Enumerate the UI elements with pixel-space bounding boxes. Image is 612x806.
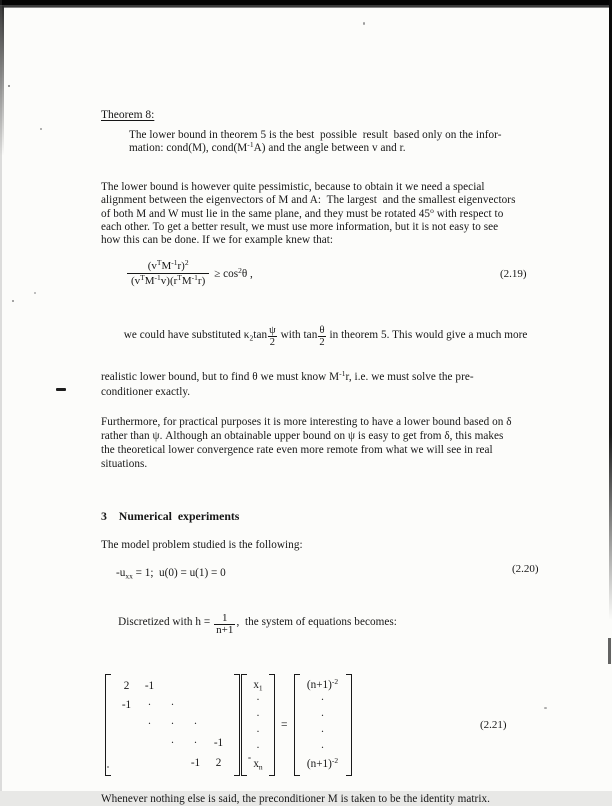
paragraph-line: the theoretical lower convergence rate even more remote from what we will see in real — [101, 444, 493, 457]
theorem-line: The lower bound in theorem 5 is the best possible result based only on the infor- — [129, 129, 502, 141]
matrix-row — [115, 736, 230, 751]
paragraph-line: each other. To get a better result, we must use more information, but it is not easy to see — [101, 221, 499, 234]
paragraph-line: situations. — [101, 458, 148, 471]
scan-speckle — [40, 128, 42, 130]
matrix-cell: · — [193, 718, 198, 731]
text-piece: with tan — [277, 328, 318, 341]
equation-number-2-19: (2.19) — [500, 267, 527, 280]
inline-fraction-theta-over-2 — [318, 325, 325, 348]
matrix-cell: -1 — [213, 737, 224, 750]
vector-cell: · — [320, 726, 325, 739]
vector-grid — [302, 677, 344, 773]
paragraph-lower-bound — [101, 181, 561, 248]
paragraph-line: alignment between the eigenvectors of M and A: The largest and the smallest eigenvectors — [101, 194, 516, 207]
fraction-numerator: θ — [319, 324, 325, 336]
matrix-cell: -1 — [190, 756, 201, 769]
discretized-line — [101, 586, 561, 661]
vector-cell: $x_n$ — [253, 757, 263, 772]
matrix-cell — [207, 698, 230, 713]
fraction-denominator: 2 — [319, 336, 325, 348]
coefficient-matrix — [105, 674, 240, 776]
equals-sign: = — [281, 718, 288, 731]
vector-cell: · — [256, 726, 260, 739]
matrix-cell — [138, 736, 161, 751]
unknown-vector — [241, 674, 275, 776]
scan-speckle — [8, 85, 10, 87]
fraction-numerator: 1 — [221, 611, 228, 624]
matrix-row — [115, 756, 230, 771]
text-piece: in theorem 5. This would give a much more — [326, 328, 528, 341]
matrix-row — [115, 698, 230, 713]
matrix-cell — [115, 736, 138, 751]
equation-2-20 — [101, 563, 561, 581]
equation-body: $-u_{xx} = 1$; u(0) = u(1) = 0 — [116, 567, 226, 581]
paragraph-line: conditioner exactly. — [101, 385, 191, 398]
matrix-cell: · — [193, 737, 198, 750]
paragraph-substitution — [101, 302, 561, 400]
theorem-heading-label: Theorem 8: — [101, 109, 155, 121]
matrix-cell — [138, 756, 161, 771]
vector-cell: $(n+1)^{-2}$ — [306, 676, 339, 691]
rhs-vector — [294, 674, 352, 776]
paragraph-line — [101, 302, 561, 370]
matrix-cell — [184, 698, 207, 713]
matrix-cell — [184, 679, 207, 694]
matrix-cell: · — [147, 698, 152, 711]
matrix-cell — [207, 679, 230, 694]
text-piece: we could have substituted $\kappa_2\tan$ — [123, 328, 268, 343]
equation-rhs: ≥ $\cos^2\theta$ , — [214, 265, 253, 280]
theorem-body — [129, 129, 561, 156]
vector-cell: · — [256, 741, 260, 754]
paragraph-line: The lower bound is however quite pessimistic, because to obtain it we need a special — [101, 180, 485, 193]
fraction-2-19 — [127, 260, 209, 287]
scan-edge-right-fragment — [608, 638, 611, 664]
matrix-cell: · — [170, 718, 175, 731]
fraction-numerator: $(v^TM^{-1}r)^2$ — [147, 258, 189, 273]
matrix-cell: · — [170, 698, 175, 711]
fraction-numerator: ψ — [269, 324, 276, 336]
inline-fraction-psi-over-2 — [268, 325, 277, 348]
closing-line: Whenever nothing else is said, the preconditioner M is taken to be the identity matrix. — [101, 792, 490, 805]
paragraph-line: realistic lower bound, but to find θ we must know $M^{-1}r$, i.e. we must solve the pre- — [101, 368, 474, 383]
paragraph-line: Furthermore, for practical purposes it is more interesting to have a lower bound based on δ — [101, 415, 512, 428]
matrix-cell — [161, 679, 184, 694]
equation-number-2-21: (2.21) — [480, 718, 507, 731]
fraction-denominator: $(v^TM^{-1}v)(r^TM^{-1}r)$ — [127, 273, 209, 287]
matrix-cell: 2 — [215, 756, 222, 769]
vector-cell: · — [256, 694, 260, 707]
scan-speckle — [12, 300, 14, 302]
matrix-cell: · — [170, 737, 175, 750]
vector-cell: $(n+1)^{-2}$ — [306, 755, 339, 770]
matrix-grid — [113, 677, 232, 773]
paragraph-line: of both M and W must lie in the same plane, and they must be rotated 45$^o$ with respect to — [101, 205, 504, 220]
vector-cell: · — [320, 694, 325, 707]
paragraph-line: how this can be done. If we for example knew that: — [101, 234, 334, 247]
matrix-cell — [115, 756, 138, 771]
matrix-cell: -1 — [144, 679, 155, 692]
equation-2-19 — [101, 256, 561, 292]
vector-cell: · — [320, 741, 325, 754]
equation-2-21 — [101, 674, 561, 776]
theorem-heading — [101, 109, 561, 121]
vector-cell: · — [256, 710, 260, 723]
text-piece: Discretized with h = — [118, 616, 214, 629]
matrix-row — [115, 717, 230, 732]
section-heading: 3 Numerical experiments — [101, 508, 240, 523]
scan-speckle — [34, 292, 36, 294]
text-piece: , the system of equations becomes: — [236, 616, 397, 629]
matrix-row — [115, 679, 230, 694]
matrix-cell — [207, 717, 230, 732]
matrix-cell: 2 — [123, 679, 130, 692]
matrix-cell — [161, 756, 184, 771]
matrix-cell: -1 — [121, 698, 132, 711]
scan-edge-left-faint — [0, 0, 2, 791]
vector-grid — [249, 677, 267, 773]
equation-number-2-20: (2.20) — [512, 563, 539, 576]
matrix-cell: · — [147, 718, 152, 731]
margin-dash-mark — [56, 388, 66, 391]
paragraph-furthermore — [101, 415, 561, 472]
paragraph-line: rather than ψ. Although an obtainable upper bound on ψ is easy to get from δ, this makes — [101, 430, 504, 443]
model-problem-intro: The model problem studied is the following: — [101, 538, 303, 551]
fraction-denominator: 2 — [269, 336, 276, 348]
theorem-line: mation: cond(M), $cond(M^{-1}A)$ and the angle between v and r. — [129, 140, 406, 155]
inline-fraction-1-over-n-plus-1 — [214, 613, 235, 637]
page-content — [101, 0, 561, 806]
matrix-cell — [115, 717, 138, 732]
fraction-denominator: n+1 — [216, 624, 234, 637]
vector-cell: · — [320, 710, 325, 723]
vector-cell: $x_1$ — [253, 678, 263, 693]
